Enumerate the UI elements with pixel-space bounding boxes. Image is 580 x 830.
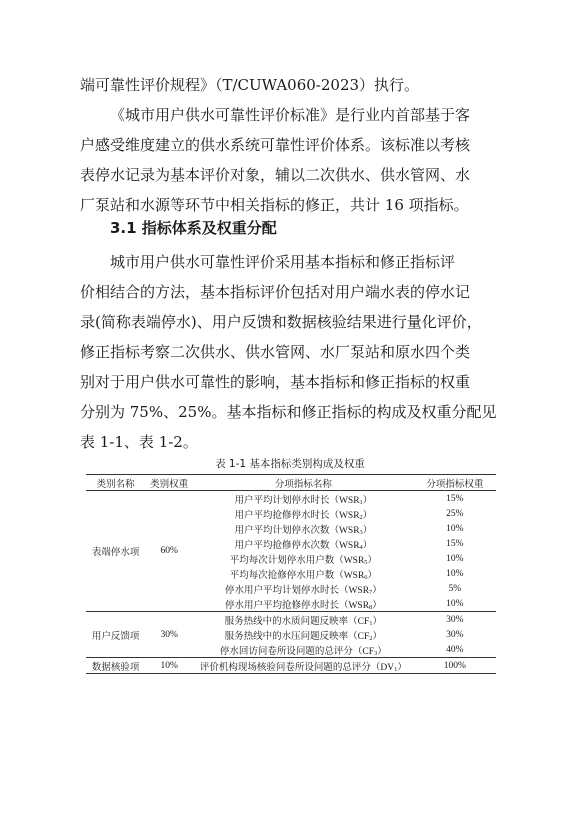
header-item-name: 分项指标名称 <box>274 479 332 490</box>
item-name-text: 服务热线中的水质问题反映率（CF <box>224 616 370 627</box>
item-weight-cell: 10% <box>446 523 464 534</box>
item-name-text: 用户平均计划停水时长（WSR <box>234 495 360 506</box>
category-weight-cell: 60% <box>160 546 178 556</box>
text-line: 分别为 75%、25%。基本指标和修正指标的构成及权重分配见 <box>80 403 497 421</box>
category-name-cell: 表端停水项 <box>91 548 140 558</box>
item-subscript: 3 <box>374 649 378 657</box>
item-weight-cell: 10% <box>446 568 464 579</box>
item-weight-cell: 30% <box>446 614 464 625</box>
item-close-paren: ） <box>362 495 373 506</box>
item-subscript: 3 <box>359 528 363 536</box>
group-user-feedback <box>86 612 496 658</box>
item-weight-cell: 30% <box>446 629 464 640</box>
item-close-paren: ） <box>372 600 382 611</box>
item-weight-cell: 15% <box>446 538 464 549</box>
item-close-paren: ） <box>397 662 407 673</box>
item-name-text: 用户平均抢修停水次数（WSR <box>234 540 360 551</box>
item-close-paren: ） <box>372 631 383 642</box>
paragraph-2 <box>80 100 498 220</box>
group-data-verification <box>86 658 496 674</box>
item-name-cell <box>193 536 414 551</box>
text-line: 修正指标考察二次供水、供水管网、水厂泵站和原水四个类 <box>80 343 471 361</box>
item-name-cell <box>193 612 414 628</box>
item-name-text: 平均每次抢修停水用户数（WSR <box>229 570 365 581</box>
item-subscript: 2 <box>359 513 363 521</box>
item-close-paren: ） <box>377 646 387 657</box>
item-weight-cell: 100% <box>443 660 466 671</box>
header-category-weight: 类别权重 <box>150 479 189 490</box>
item-name-text: 用户平均计划停水次数（WSR <box>234 525 360 536</box>
item-subscript: 1 <box>394 665 398 673</box>
item-weight-cell: 10% <box>446 553 464 564</box>
item-weight-cell: 15% <box>446 493 464 504</box>
category-name-cell: 用户反馈项 <box>91 631 140 642</box>
item-name-cell <box>193 627 414 642</box>
item-subscript: 7 <box>369 588 373 596</box>
text-line: 别对于用户供水可靠性的影响，基本指标和修正指标的权重 <box>80 373 471 391</box>
table-row <box>86 658 496 674</box>
item-weight-cell: 10% <box>446 598 464 609</box>
item-close-paren: ） <box>362 510 373 521</box>
item-name-cell <box>193 506 414 521</box>
item-name-text: 平均每次计划停水用户数（WSR <box>229 555 365 566</box>
text-line: 户感受维度建立的供水系统可靠性评价体系。该标准以考核 <box>80 136 471 154</box>
item-name-text: 停水回访问卷所设问题的总评分（CF <box>219 646 375 657</box>
category-weight-cell: 10% <box>160 660 178 671</box>
item-close-paren: ） <box>362 525 373 536</box>
text-line: 录(简称表端停水)、用户反馈和数据核验结果进行量化评价， <box>80 313 482 331</box>
paragraph-1 <box>80 70 498 100</box>
item-name-text: 停水用户平均计划停水时长（WSR <box>224 585 370 596</box>
item-name-cell <box>193 551 414 566</box>
item-subscript: 2 <box>369 634 373 642</box>
text-line: 城市用户供水可靠性评价采用基本指标和修正指标评 <box>110 253 456 271</box>
item-subscript: 1 <box>359 498 363 506</box>
item-weight-cell: 40% <box>446 644 464 655</box>
text-line: 厂泵站和水源等环节中相关指标的修正，共计 16 项指标。 <box>80 196 469 214</box>
item-name-text: 用户平均抢修停水时长（WSR <box>234 510 360 521</box>
item-close-paren: ） <box>367 555 378 566</box>
item-name-cell <box>193 596 414 612</box>
item-weight-cell: 25% <box>446 508 464 519</box>
item-close-paren: ） <box>362 540 373 551</box>
text-line: 表 1-1、表 1-2。 <box>80 433 198 451</box>
text-line: 《城市用户供水可靠性评价标准》是行业内首部基于客 <box>110 106 471 124</box>
item-close-paren: ） <box>372 616 383 627</box>
item-close-paren: ） <box>367 570 378 581</box>
item-name-cell <box>193 581 414 596</box>
item-subscript: 6 <box>364 573 368 581</box>
item-name-cell <box>193 491 414 507</box>
item-name-text: 停水用户平均抢修停水时长（WSR <box>224 600 370 611</box>
text-line: 价相结合的方法，基本指标评价包括对用户端水表的停水记 <box>80 283 471 301</box>
item-subscript: 1 <box>369 619 373 627</box>
item-subscript: 4 <box>359 543 363 551</box>
section-heading: 3.1 指标体系及权重分配 <box>110 219 277 237</box>
text-line: 端可靠性评价规程》（T/CUWA060-2023）执行。 <box>80 76 420 94</box>
table-header-row <box>86 475 496 491</box>
table-row <box>86 612 496 628</box>
group-meter-outage <box>86 491 496 612</box>
table-caption: 表 1-1 基本指标类别构成及权重 <box>215 458 365 470</box>
paragraph-3 <box>80 247 498 457</box>
weights-table <box>86 474 496 674</box>
item-name-cell <box>193 521 414 536</box>
header-category: 类别名称 <box>96 479 135 490</box>
item-subscript: 8 <box>369 603 373 611</box>
text-line: 表停水记录为基本评价对象，辅以二次供水、供水管网、水 <box>80 166 471 184</box>
item-name-text: 服务热线中的水压问题反映率（CF <box>224 631 370 642</box>
category-weight-cell: 30% <box>160 629 178 640</box>
header-item-weight: 分项指标权重 <box>426 479 484 490</box>
table-row <box>86 491 496 507</box>
item-subscript: 5 <box>364 558 368 566</box>
item-name-cell <box>193 566 414 581</box>
category-name-cell: 数据核验项 <box>91 662 140 673</box>
item-name-cell <box>193 658 414 674</box>
item-name-cell <box>193 642 414 658</box>
item-weight-cell: 5% <box>448 583 462 594</box>
item-name-text: 评价机构现场核验问卷所设问题的总评分（DV <box>199 662 395 673</box>
item-close-paren: ） <box>372 585 382 596</box>
